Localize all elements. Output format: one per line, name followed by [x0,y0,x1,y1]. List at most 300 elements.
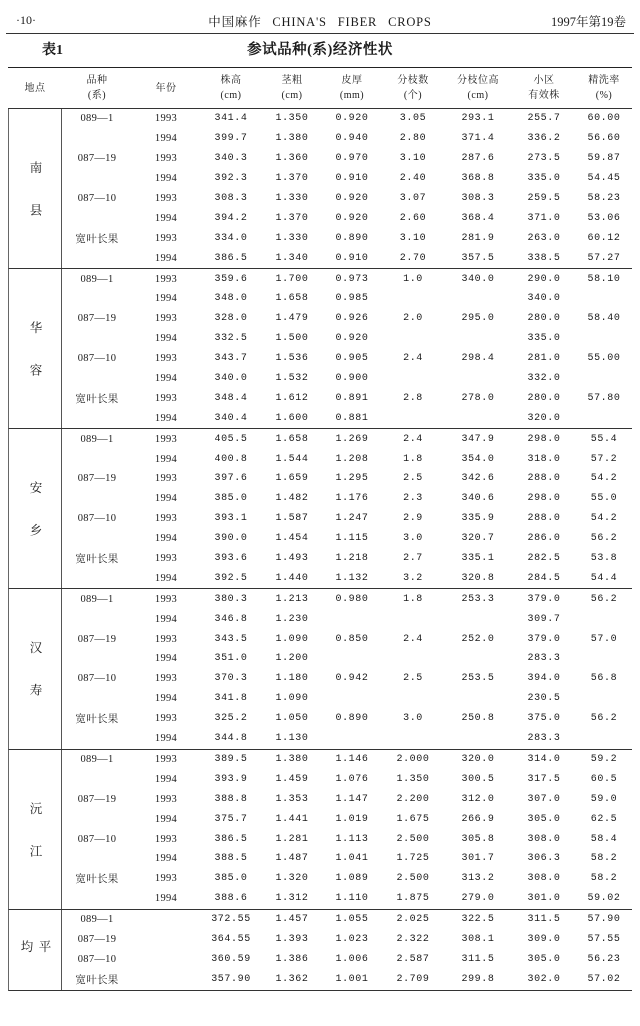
branch-count-cell: 1.8 [403,453,423,465]
plant-height-cell: 390.0 [214,533,248,545]
plant-height-cell: 343.7 [214,353,248,365]
bark-thickness-cell: 0.920 [335,193,369,204]
variety-cell: 087—10 [77,833,117,845]
table-row [62,309,632,329]
branch-height-cell: 354.0 [461,453,495,465]
plant-height-cell: 325.2 [214,713,248,725]
effective-plants-cell: 301.0 [527,893,561,905]
stem-diameter-cell: 1.487 [275,853,309,865]
fiber-rate-cell: 56.2 [590,533,618,545]
branch-height-cell: 340.6 [461,493,495,505]
table-row [62,849,632,869]
plant-height-cell: 340.3 [214,153,248,165]
table-row [62,109,632,129]
location-group [8,589,632,749]
branch-count-cell: 1.0 [403,273,423,285]
year-cell: 1993 [154,232,178,244]
effective-plants-cell: 307.0 [527,793,561,805]
table-row [62,449,632,469]
effective-plants-cell: 314.0 [527,753,561,765]
fiber-rate-cell: 57.02 [587,974,621,986]
column-header-effective-plants [512,68,576,108]
stem-diameter-cell: 1.600 [275,412,309,424]
stem-diameter-cell: 1.130 [275,733,309,745]
year-cell: 1993 [154,193,178,204]
effective-plants-cell: 379.0 [527,593,561,605]
table-row [62,629,632,649]
plant-height-cell: 400.8 [214,453,248,465]
bark-thickness-cell: 0.942 [335,673,369,685]
plant-height-cell: 351.0 [214,653,248,665]
effective-plants-cell: 335.0 [527,333,561,345]
table-row [62,649,632,669]
effective-plants-cell: 288.0 [527,513,561,525]
year-cell: 1993 [154,713,178,725]
effective-plants-cell: 318.0 [527,453,561,465]
table-row [62,469,632,489]
stem-diameter-cell: 1.658 [275,293,309,305]
bark-thickness-cell: 1.132 [335,572,369,584]
table-row [62,930,632,950]
year-cell: 1993 [154,593,178,605]
variety-cell: 宽叶长果 [75,714,119,726]
variety-cell: 089—1 [80,113,114,125]
branch-count-cell: 2.4 [403,633,423,645]
year-cell: 1994 [154,373,178,385]
stem-diameter-cell: 1.544 [275,453,309,465]
table-row [62,149,632,169]
fiber-rate-cell: 59.2 [590,753,618,765]
branch-height-cell: 252.0 [461,633,495,645]
table-row [62,970,632,990]
location-label: 汉寿 [28,641,42,727]
plant-height-cell: 399.7 [214,133,248,145]
branch-height-cell: 320.0 [461,753,495,765]
stem-diameter-cell: 1.380 [275,753,309,765]
stem-diameter-cell: 1.386 [275,954,309,966]
effective-plants-cell: 320.0 [527,412,561,424]
location-label: 沅江 [28,801,42,887]
table-row [62,129,632,149]
stem-diameter-cell: 1.500 [275,333,309,345]
table-body [8,109,632,991]
table-row [62,509,632,529]
stem-diameter-cell: 1.587 [275,513,309,525]
branch-count-cell: 2.3 [403,493,423,505]
fiber-rate-cell: 56.23 [587,954,621,966]
bark-thickness-cell: 1.146 [335,753,369,765]
table-row [62,769,632,789]
fiber-rate-cell: 54.2 [590,473,618,485]
bark-thickness-cell: 0.890 [335,713,369,725]
branch-count-cell: 3.2 [403,572,423,584]
year-cell: 1994 [154,853,178,865]
stem-diameter-cell: 1.441 [275,813,309,825]
variety-cell: 087—10 [77,954,117,966]
year-cell: 1993 [154,113,178,125]
plant-height-cell: 385.0 [214,873,248,885]
effective-plants-cell: 379.0 [527,633,561,645]
effective-plants-cell: 283.3 [527,733,561,745]
column-header-stem-diameter [262,68,322,108]
variety-cell: 087—19 [77,934,117,946]
stem-diameter-cell: 1.380 [275,133,309,145]
plant-height-cell: 360.59 [211,954,251,966]
bark-thickness-cell: 1.295 [335,473,369,485]
stem-diameter-cell: 1.370 [275,212,309,224]
bark-thickness-cell: 1.218 [335,553,369,565]
variety-cell: 087—19 [77,473,117,485]
table-row [62,429,632,449]
plant-height-cell: 334.0 [214,232,248,244]
branch-count-cell: 3.05 [399,113,427,125]
plant-height-cell: 405.5 [214,433,248,445]
year-cell: 1993 [154,353,178,365]
bark-thickness-cell: 1.006 [335,954,369,966]
stem-diameter-cell: 1.281 [275,833,309,845]
plant-height-cell: 344.8 [214,733,248,745]
table-row [62,248,632,268]
journal-name: 中国麻作 CHINA'S FIBER CROPS [208,15,432,29]
year-cell: 1994 [154,893,178,905]
year-cell: 1993 [154,793,178,805]
effective-plants-cell: 282.5 [527,553,561,565]
effective-plants-cell: 255.7 [527,113,561,125]
fiber-rate-cell: 57.80 [587,392,621,404]
effective-plants-cell: 305.0 [527,954,561,966]
year-cell: 1994 [154,173,178,185]
effective-plants-cell: 309.0 [527,934,561,946]
plant-height-cell: 388.6 [214,893,248,905]
effective-plants-cell: 259.5 [527,193,561,204]
bark-thickness-cell: 0.970 [335,153,369,165]
bark-thickness-cell: 0.926 [335,313,369,325]
table-row [62,789,632,809]
bark-thickness-cell: 0.973 [335,273,369,285]
plant-height-cell: 346.8 [214,613,248,625]
column-header-line: (cm) [467,90,489,101]
column-header-bark-thickness [322,68,382,108]
bark-thickness-cell: 0.940 [335,133,369,145]
plant-height-cell: 393.6 [214,553,248,565]
plant-height-cell: 389.5 [214,753,248,765]
column-header-line: 地点 [24,82,46,94]
column-header-line: 分枝数 [397,75,429,86]
column-header-line: (%) [595,90,613,101]
table-row [62,369,632,389]
location-cell [9,109,62,268]
effective-plants-cell: 283.3 [527,653,561,665]
fiber-rate-cell: 57.55 [587,934,621,946]
branch-count-cell: 3.0 [403,533,423,545]
branch-count-cell: 1.350 [396,773,430,785]
column-header-line: 分枝位高 [457,75,499,86]
bark-thickness-cell: 0.920 [335,212,369,224]
column-header-line: 年份 [155,82,177,94]
stem-diameter-cell: 1.459 [275,773,309,785]
branch-count-cell: 2.7 [403,553,423,565]
table-title: 参试品种(系)经济性状 [247,42,393,58]
plant-height-cell: 392.3 [214,173,248,185]
branch-height-cell: 368.8 [461,173,495,185]
row-set [62,750,632,909]
effective-plants-cell: 298.0 [527,493,561,505]
table-row [62,289,632,309]
plant-height-cell: 332.5 [214,333,248,345]
location-group [8,429,632,589]
year-cell: 1993 [154,553,178,565]
table-row [62,568,632,588]
table-row [62,669,632,689]
bark-thickness-cell: 0.910 [335,173,369,185]
effective-plants-cell: 280.0 [527,313,561,325]
year-cell: 1993 [154,392,178,404]
year-cell: 1993 [154,313,178,325]
table-row [62,950,632,970]
stem-diameter-cell: 1.320 [275,873,309,885]
bark-thickness-cell: 1.019 [335,813,369,825]
plant-height-cell: 388.8 [214,793,248,805]
effective-plants-cell: 280.0 [527,392,561,404]
variety-cell: 087—19 [77,153,117,165]
location-label: 南县 [28,161,42,247]
branch-height-cell: 347.9 [461,433,495,445]
branch-count-cell: 2.709 [396,974,430,986]
branch-height-cell: 266.9 [461,813,495,825]
bark-thickness-cell: 1.110 [335,893,369,905]
effective-plants-cell: 317.5 [527,773,561,785]
branch-height-cell: 305.8 [461,833,495,845]
bark-thickness-cell: 1.041 [335,853,369,865]
table-label: 表1 [42,43,63,58]
variety-cell: 087—10 [77,513,117,525]
column-header-branch-height [444,68,512,108]
column-header-line: (cm) [281,90,303,101]
branch-count-cell: 1.675 [396,813,430,825]
location-group [8,109,632,269]
branch-count-cell: 2.4 [403,433,423,445]
year-cell: 1994 [154,572,178,584]
year-cell: 1993 [154,273,178,285]
effective-plants-cell: 288.0 [527,473,561,485]
year-cell: 1994 [154,453,178,465]
year-cell: 1994 [154,613,178,625]
column-header-location [8,68,62,108]
table-row [62,189,632,209]
year-cell: 1994 [154,412,178,424]
year-cell: 1994 [154,733,178,745]
effective-plants-cell: 371.0 [527,212,561,224]
stem-diameter-cell: 1.532 [275,373,309,385]
effective-plants-cell: 263.0 [527,232,561,244]
location-cell [9,269,62,428]
stem-diameter-cell: 1.180 [275,673,309,685]
fiber-rate-cell: 55.4 [590,433,618,445]
fiber-rate-cell: 54.4 [590,572,618,584]
branch-count-cell: 3.10 [399,232,427,244]
branch-height-cell: 357.5 [461,252,495,264]
column-header-fiber-rate [576,68,632,108]
table-row [62,408,632,428]
fiber-rate-cell: 56.60 [587,133,621,145]
fiber-rate-cell: 58.2 [590,853,618,865]
stem-diameter-cell: 1.370 [275,173,309,185]
column-header-line: 有效株 [528,90,560,101]
table-row [62,269,632,289]
stem-diameter-cell: 1.230 [275,613,309,625]
branch-height-cell: 298.4 [461,353,495,365]
branch-count-cell: 2.587 [396,954,430,966]
stem-diameter-cell: 1.454 [275,533,309,545]
plant-height-cell: 340.0 [214,373,248,385]
variety-cell: 089—1 [80,914,114,926]
table-row [62,489,632,509]
fiber-rate-cell: 59.02 [587,893,621,905]
bark-thickness-cell: 1.208 [335,453,369,465]
fiber-rate-cell: 60.00 [587,113,621,125]
branch-height-cell: 340.0 [461,273,495,285]
variety-cell: 宽叶长果 [75,975,119,987]
bark-thickness-cell: 0.985 [335,293,369,305]
branch-count-cell: 2.000 [396,753,430,765]
branch-height-cell: 320.8 [461,572,495,584]
year-cell: 1993 [154,473,178,485]
table-row [62,729,632,749]
stem-diameter-cell: 1.340 [275,252,309,264]
plant-height-cell: 341.4 [214,113,248,125]
effective-plants-cell: 335.0 [527,173,561,185]
fiber-rate-cell: 58.2 [590,873,618,885]
effective-plants-cell: 305.0 [527,813,561,825]
stem-diameter-cell: 1.457 [275,914,309,926]
fiber-rate-cell: 59.87 [587,153,621,165]
branch-height-cell: 295.0 [461,313,495,325]
bark-thickness-cell: 1.115 [335,533,369,545]
effective-plants-cell: 290.0 [527,273,561,285]
branch-height-cell: 335.1 [461,553,495,565]
branch-height-cell: 342.6 [461,473,495,485]
stem-diameter-cell: 1.200 [275,653,309,665]
fiber-rate-cell: 58.23 [587,193,621,204]
column-header-line: (cm) [220,90,242,101]
year-cell: 1993 [154,873,178,885]
stem-diameter-cell: 1.482 [275,493,309,505]
plant-height-cell: 341.8 [214,693,248,705]
branch-height-cell: 253.5 [461,673,495,685]
branch-height-cell: 299.8 [461,974,495,986]
location-label: 安乡 [28,481,42,567]
plant-height-cell: 328.0 [214,313,248,325]
bark-thickness-cell: 0.980 [335,593,369,605]
branch-height-cell: 281.9 [461,232,495,244]
fiber-rate-cell: 55.00 [587,353,621,365]
branch-count-cell: 2.322 [396,934,430,946]
plant-height-cell: 343.5 [214,633,248,645]
stem-diameter-cell: 1.050 [275,713,309,725]
location-cell [9,750,62,909]
fiber-rate-cell: 56.8 [590,673,618,685]
branch-count-cell: 2.500 [396,833,430,845]
table-row [62,208,632,228]
effective-plants-cell: 308.0 [527,833,561,845]
bark-thickness-cell: 1.055 [335,914,369,926]
branch-count-cell: 2.0 [403,313,423,325]
effective-plants-cell: 273.5 [527,153,561,165]
stem-diameter-cell: 1.090 [275,693,309,705]
fiber-rate-cell: 56.2 [590,713,618,725]
bark-thickness-cell: 1.269 [335,433,369,445]
year-cell: 1994 [154,773,178,785]
branch-height-cell: 287.6 [461,153,495,165]
fiber-rate-cell: 60.12 [587,232,621,244]
column-header-line: 品种 [86,75,108,86]
stem-diameter-cell: 1.350 [275,113,309,125]
plant-height-cell: 386.5 [214,252,248,264]
year-cell: 1994 [154,133,178,145]
stem-diameter-cell: 1.493 [275,553,309,565]
column-header-line: (个) [403,90,423,101]
branch-count-cell: 2.9 [403,513,423,525]
location-group [8,269,632,429]
effective-plants-cell: 306.3 [527,853,561,865]
plant-height-cell: 386.5 [214,833,248,845]
column-header-line: 株高 [220,75,242,86]
stem-diameter-cell: 1.360 [275,153,309,165]
column-header-plant-height [200,68,262,108]
stem-diameter-cell: 1.658 [275,433,309,445]
year-cell: 1993 [154,833,178,845]
branch-height-cell: 293.1 [461,113,495,125]
plant-height-cell: 397.6 [214,473,248,485]
variety-cell: 089—1 [80,273,114,285]
effective-plants-cell: 332.0 [527,373,561,385]
year-cell: 1994 [154,333,178,345]
plant-height-cell: 394.2 [214,212,248,224]
stem-diameter-cell: 1.090 [275,633,309,645]
location-label: 平均 [19,939,51,983]
plant-height-cell: 308.3 [214,193,248,204]
location-group [8,750,632,910]
plant-height-cell: 372.55 [211,914,251,926]
table-row [62,228,632,248]
bark-thickness-cell: 1.113 [335,833,369,845]
branch-height-cell: 250.8 [461,713,495,725]
table-row [62,889,632,909]
year-cell: 1994 [154,293,178,305]
fiber-rate-cell: 53.06 [587,212,621,224]
plant-height-cell: 388.5 [214,853,248,865]
effective-plants-cell: 375.0 [527,713,561,725]
plant-height-cell: 385.0 [214,493,248,505]
branch-height-cell: 335.9 [461,513,495,525]
location-label: 华容 [28,321,42,407]
column-header-line: (mm) [339,90,365,101]
branch-count-cell: 2.4 [403,353,423,365]
effective-plants-cell: 340.0 [527,293,561,305]
plant-height-cell: 359.6 [214,273,248,285]
row-set [62,109,632,268]
header-rule [6,33,634,34]
stem-diameter-cell: 1.213 [275,593,309,605]
branch-height-cell: 300.5 [461,773,495,785]
table-row [62,349,632,369]
plant-height-cell: 357.90 [211,974,251,986]
variety-cell: 宽叶长果 [75,393,119,405]
year-cell: 1993 [154,753,178,765]
fiber-rate-cell: 57.0 [590,633,618,645]
fiber-rate-cell: 62.5 [590,813,618,825]
fiber-rate-cell: 59.0 [590,793,618,805]
